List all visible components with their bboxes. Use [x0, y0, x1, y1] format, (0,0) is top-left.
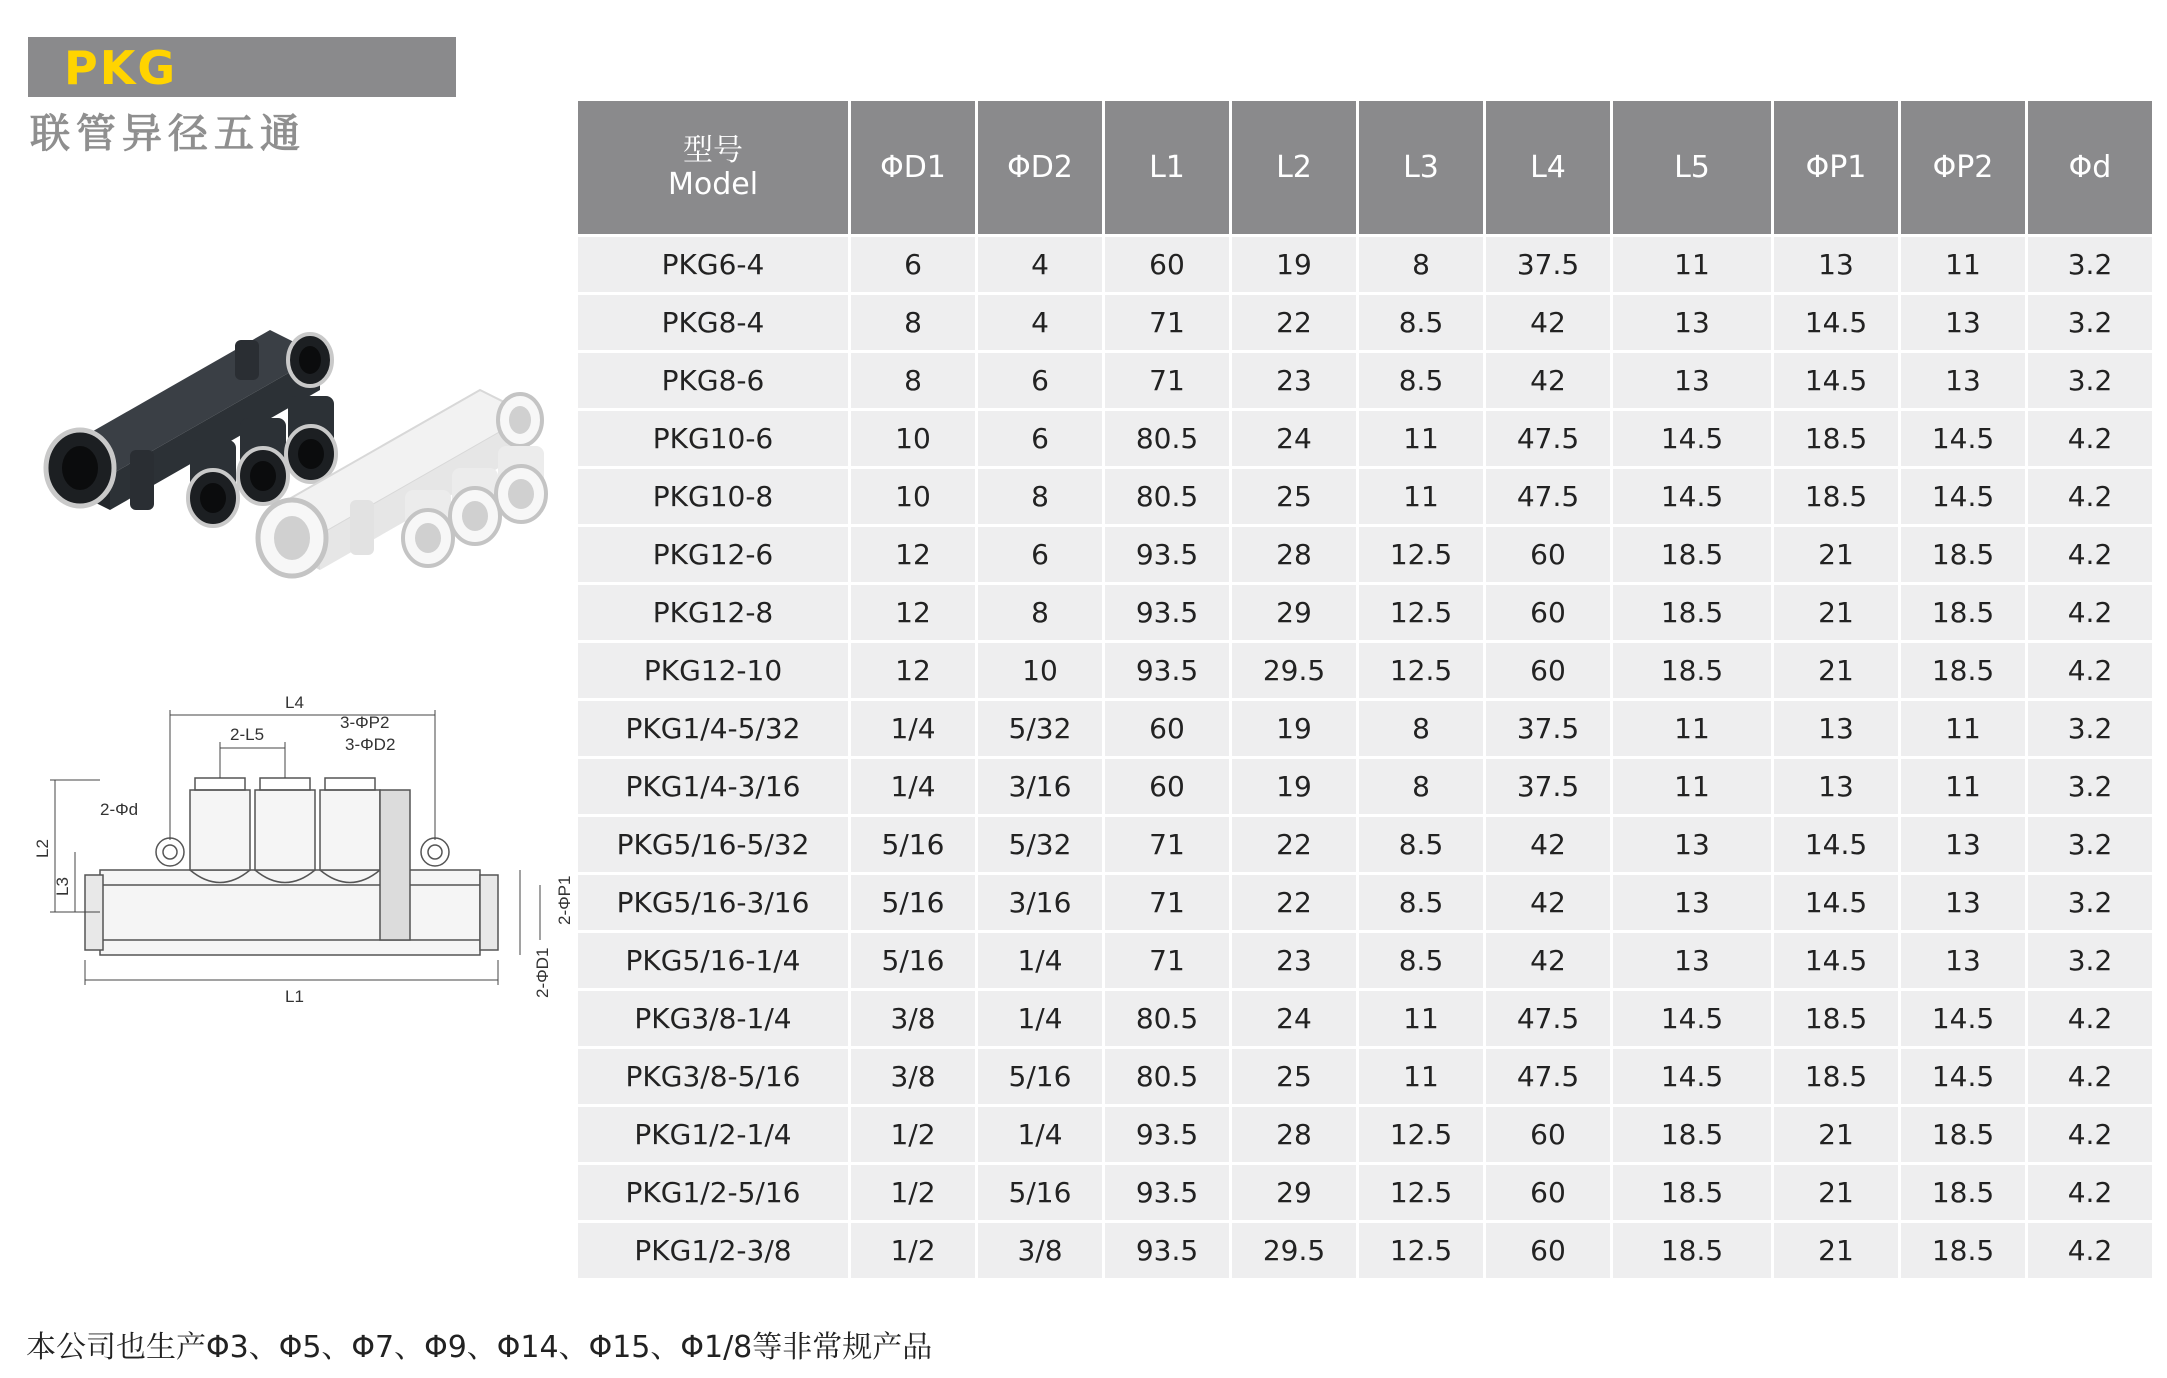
value-cell: 3.2: [2028, 237, 2152, 292]
value-cell: 60: [1105, 701, 1229, 756]
value-cell: 14.5: [1901, 991, 2025, 1046]
value-cell: 14.5: [1613, 411, 1771, 466]
value-cell: 18.5: [1774, 991, 1898, 1046]
value-cell: 8.5: [1359, 817, 1483, 872]
model-cell: PKG3/8-1/4: [578, 991, 848, 1046]
value-cell: 13: [1901, 817, 2025, 872]
value-cell: 22: [1232, 875, 1356, 930]
value-cell: 18.5: [1774, 469, 1898, 524]
model-cell: PKG12-6: [578, 527, 848, 582]
value-cell: 11: [1613, 759, 1771, 814]
table-row: [578, 237, 2152, 292]
value-cell: 13: [1901, 933, 2025, 988]
value-cell: 29.5: [1232, 643, 1356, 698]
label-l4: L4: [285, 693, 304, 712]
value-cell: 13: [1613, 933, 1771, 988]
value-cell: 13: [1774, 701, 1898, 756]
value-cell: 21: [1774, 527, 1898, 582]
model-cell: PKG1/4-3/16: [578, 759, 848, 814]
value-cell: 22: [1232, 295, 1356, 350]
value-cell: 4.2: [2028, 469, 2152, 524]
value-cell: 4.2: [2028, 411, 2152, 466]
value-cell: 21: [1774, 585, 1898, 640]
value-cell: 11: [1613, 701, 1771, 756]
value-cell: 28: [1232, 1107, 1356, 1162]
value-cell: 18.5: [1901, 643, 2025, 698]
value-cell: 3.2: [2028, 759, 2152, 814]
label-p2: 3-ΦP2: [340, 713, 390, 732]
value-cell: 18.5: [1901, 1107, 2025, 1162]
model-cell: PKG12-8: [578, 585, 848, 640]
value-cell: 93.5: [1105, 527, 1229, 582]
value-cell: 3.2: [2028, 875, 2152, 930]
value-cell: 4.2: [2028, 1107, 2152, 1162]
value-cell: 8: [978, 585, 1102, 640]
value-cell: 14.5: [1613, 991, 1771, 1046]
column-header-model: [578, 101, 848, 234]
model-cell: PKG5/16-1/4: [578, 933, 848, 988]
value-cell: 19: [1232, 759, 1356, 814]
column-header: ΦD2: [978, 101, 1102, 234]
value-cell: 60: [1486, 1223, 1610, 1278]
value-cell: 93.5: [1105, 1107, 1229, 1162]
table-row: [578, 643, 2152, 698]
table-row: [578, 585, 2152, 640]
value-cell: 8.5: [1359, 353, 1483, 408]
value-cell: 12.5: [1359, 1107, 1483, 1162]
table-row: [578, 1107, 2152, 1162]
label-p1: 2-ΦP1: [555, 875, 574, 925]
table-row: [578, 991, 2152, 1046]
value-cell: 71: [1105, 933, 1229, 988]
value-cell: 8.5: [1359, 875, 1483, 930]
table-row: [578, 353, 2152, 408]
table-row: [578, 933, 2152, 988]
value-cell: 13: [1901, 353, 2025, 408]
value-cell: 19: [1232, 701, 1356, 756]
value-cell: 3/16: [978, 759, 1102, 814]
value-cell: 18.5: [1901, 1223, 2025, 1278]
product-photo: [20, 310, 560, 590]
table-row: [578, 1223, 2152, 1278]
value-cell: 14.5: [1901, 469, 2025, 524]
value-cell: 21: [1774, 643, 1898, 698]
value-cell: 18.5: [1901, 527, 2025, 582]
value-cell: 18.5: [1774, 1049, 1898, 1104]
value-cell: 5/32: [978, 817, 1102, 872]
value-cell: 12.5: [1359, 527, 1483, 582]
label-l5: 2-L5: [230, 725, 265, 744]
model-cell: PKG8-6: [578, 353, 848, 408]
label-l3: L3: [53, 877, 72, 896]
value-cell: 13: [1613, 875, 1771, 930]
label-d: 2-Φd: [100, 800, 139, 819]
label-l1: L1: [285, 987, 304, 1006]
table-header-row: [578, 101, 2152, 234]
model-cell: PKG1/2-3/8: [578, 1223, 848, 1278]
value-cell: 60: [1105, 759, 1229, 814]
value-cell: 18.5: [1613, 1165, 1771, 1220]
value-cell: 8: [1359, 701, 1483, 756]
value-cell: 18.5: [1613, 1107, 1771, 1162]
value-cell: 12: [851, 585, 975, 640]
value-cell: 3.2: [2028, 817, 2152, 872]
value-cell: 5/16: [851, 875, 975, 930]
value-cell: 29: [1232, 1165, 1356, 1220]
model-cell: PKG5/16-5/32: [578, 817, 848, 872]
column-header-model-cn: 型号: [683, 132, 743, 168]
value-cell: 12.5: [1359, 1223, 1483, 1278]
value-cell: 5/16: [851, 817, 975, 872]
value-cell: 11: [1359, 1049, 1483, 1104]
value-cell: 4: [978, 295, 1102, 350]
value-cell: 47.5: [1486, 411, 1610, 466]
column-header: L4: [1486, 101, 1610, 234]
value-cell: 5/32: [978, 701, 1102, 756]
value-cell: 14.5: [1901, 1049, 2025, 1104]
value-cell: 42: [1486, 353, 1610, 408]
value-cell: 47.5: [1486, 1049, 1610, 1104]
value-cell: 14.5: [1774, 295, 1898, 350]
value-cell: 12: [851, 643, 975, 698]
value-cell: 14.5: [1774, 933, 1898, 988]
value-cell: 42: [1486, 933, 1610, 988]
model-cell: PKG1/4-5/32: [578, 701, 848, 756]
value-cell: 4.2: [2028, 643, 2152, 698]
value-cell: 11: [1901, 237, 2025, 292]
column-header: L3: [1359, 101, 1483, 234]
label-d2: 3-ΦD2: [345, 735, 396, 754]
value-cell: 47.5: [1486, 469, 1610, 524]
table-row: [578, 527, 2152, 582]
value-cell: 14.5: [1774, 817, 1898, 872]
value-cell: 12.5: [1359, 1165, 1483, 1220]
value-cell: 1/4: [978, 1107, 1102, 1162]
value-cell: 25: [1232, 469, 1356, 524]
value-cell: 4.2: [2028, 1049, 2152, 1104]
value-cell: 37.5: [1486, 759, 1610, 814]
value-cell: 8: [978, 469, 1102, 524]
label-l2: L2: [33, 839, 52, 858]
column-header: ΦP1: [1774, 101, 1898, 234]
value-cell: 22: [1232, 817, 1356, 872]
value-cell: 42: [1486, 817, 1610, 872]
value-cell: 1/2: [851, 1107, 975, 1162]
value-cell: 47.5: [1486, 991, 1610, 1046]
value-cell: 23: [1232, 933, 1356, 988]
value-cell: 11: [1359, 411, 1483, 466]
model-cell: PKG10-6: [578, 411, 848, 466]
value-cell: 11: [1901, 701, 2025, 756]
value-cell: 18.5: [1613, 527, 1771, 582]
table-row: [578, 295, 2152, 350]
model-cell: PKG12-10: [578, 643, 848, 698]
value-cell: 23: [1232, 353, 1356, 408]
value-cell: 8.5: [1359, 933, 1483, 988]
dimension-drawing: [33, 680, 574, 1010]
column-header: L2: [1232, 101, 1356, 234]
value-cell: 1/2: [851, 1223, 975, 1278]
model-cell: PKG3/8-5/16: [578, 1049, 848, 1104]
column-header: ΦP2: [1901, 101, 2025, 234]
value-cell: 4.2: [2028, 585, 2152, 640]
model-cell: PKG6-4: [578, 237, 848, 292]
value-cell: 3/16: [978, 875, 1102, 930]
table-row: [578, 701, 2152, 756]
value-cell: 11: [1359, 469, 1483, 524]
value-cell: 14.5: [1613, 1049, 1771, 1104]
value-cell: 1/4: [978, 933, 1102, 988]
value-cell: 71: [1105, 353, 1229, 408]
value-cell: 3.2: [2028, 933, 2152, 988]
value-cell: 11: [1359, 991, 1483, 1046]
table-row: [578, 1049, 2152, 1104]
value-cell: 60: [1486, 527, 1610, 582]
value-cell: 12.5: [1359, 643, 1483, 698]
value-cell: 1/4: [978, 991, 1102, 1046]
value-cell: 3/8: [978, 1223, 1102, 1278]
value-cell: 37.5: [1486, 237, 1610, 292]
value-cell: 3.2: [2028, 353, 2152, 408]
value-cell: 6: [851, 237, 975, 292]
value-cell: 1/4: [851, 701, 975, 756]
value-cell: 6: [978, 527, 1102, 582]
value-cell: 3.2: [2028, 701, 2152, 756]
value-cell: 10: [978, 643, 1102, 698]
value-cell: 4.2: [2028, 527, 2152, 582]
value-cell: 71: [1105, 295, 1229, 350]
value-cell: 37.5: [1486, 701, 1610, 756]
value-cell: 13: [1613, 353, 1771, 408]
value-cell: 8: [851, 295, 975, 350]
value-cell: 80.5: [1105, 1049, 1229, 1104]
value-cell: 8: [1359, 759, 1483, 814]
value-cell: 13: [1774, 237, 1898, 292]
value-cell: 21: [1774, 1107, 1898, 1162]
value-cell: 3/8: [851, 1049, 975, 1104]
value-cell: 5/16: [851, 933, 975, 988]
table-row: [578, 1165, 2152, 1220]
column-header: Φd: [2028, 101, 2152, 234]
value-cell: 21: [1774, 1165, 1898, 1220]
label-d1: 2-ΦD1: [533, 947, 552, 998]
value-cell: 29.5: [1232, 1223, 1356, 1278]
value-cell: 29: [1232, 585, 1356, 640]
footer-note: 本公司也生产Φ3、Φ5、Φ7、Φ9、Φ14、Φ15、Φ1/8等非常规产品: [26, 1330, 933, 1365]
model-cell: PKG1/2-1/4: [578, 1107, 848, 1162]
table-body: [578, 237, 2152, 1278]
table-row: [578, 875, 2152, 930]
table-row: [578, 469, 2152, 524]
value-cell: 60: [1486, 1165, 1610, 1220]
value-cell: 4: [978, 237, 1102, 292]
value-cell: 18.5: [1613, 643, 1771, 698]
value-cell: 60: [1105, 237, 1229, 292]
value-cell: 80.5: [1105, 991, 1229, 1046]
table-row: [578, 411, 2152, 466]
table-row: [578, 817, 2152, 872]
value-cell: 24: [1232, 411, 1356, 466]
value-cell: 19: [1232, 237, 1356, 292]
value-cell: 42: [1486, 875, 1610, 930]
model-cell: PKG10-8: [578, 469, 848, 524]
value-cell: 25: [1232, 1049, 1356, 1104]
value-cell: 4.2: [2028, 1165, 2152, 1220]
value-cell: 60: [1486, 585, 1610, 640]
value-cell: 18.5: [1901, 1165, 2025, 1220]
value-cell: 80.5: [1105, 411, 1229, 466]
value-cell: 8: [851, 353, 975, 408]
value-cell: 6: [978, 411, 1102, 466]
model-cell: PKG1/2-5/16: [578, 1165, 848, 1220]
value-cell: 60: [1486, 1107, 1610, 1162]
value-cell: 4.2: [2028, 991, 2152, 1046]
model-cell: PKG8-4: [578, 295, 848, 350]
value-cell: 13: [1901, 875, 2025, 930]
value-cell: 13: [1901, 295, 2025, 350]
value-cell: 18.5: [1901, 585, 2025, 640]
value-cell: 10: [851, 411, 975, 466]
product-code: PKG: [64, 41, 178, 95]
value-cell: 5/16: [978, 1165, 1102, 1220]
value-cell: 18.5: [1613, 585, 1771, 640]
value-cell: 8.5: [1359, 295, 1483, 350]
value-cell: 13: [1613, 817, 1771, 872]
value-cell: 10: [851, 469, 975, 524]
value-cell: 14.5: [1774, 875, 1898, 930]
value-cell: 1/2: [851, 1165, 975, 1220]
value-cell: 93.5: [1105, 1165, 1229, 1220]
value-cell: 8: [1359, 237, 1483, 292]
column-header: L5: [1613, 101, 1771, 234]
product-subtitle: 联管异径五通: [30, 111, 306, 157]
value-cell: 1/4: [851, 759, 975, 814]
value-cell: 3/8: [851, 991, 975, 1046]
column-header-model-en: Model: [667, 166, 759, 202]
value-cell: 13: [1613, 295, 1771, 350]
value-cell: 14.5: [1901, 411, 2025, 466]
value-cell: 13: [1774, 759, 1898, 814]
model-cell: PKG5/16-3/16: [578, 875, 848, 930]
value-cell: 71: [1105, 817, 1229, 872]
value-cell: 60: [1486, 643, 1610, 698]
value-cell: 12: [851, 527, 975, 582]
table-row: [578, 759, 2152, 814]
value-cell: 12.5: [1359, 585, 1483, 640]
spec-table: [575, 98, 2155, 1281]
value-cell: 28: [1232, 527, 1356, 582]
value-cell: 42: [1486, 295, 1610, 350]
value-cell: 11: [1901, 759, 2025, 814]
value-cell: 4.2: [2028, 1223, 2152, 1278]
value-cell: 80.5: [1105, 469, 1229, 524]
value-cell: 93.5: [1105, 643, 1229, 698]
value-cell: 14.5: [1774, 353, 1898, 408]
value-cell: 93.5: [1105, 1223, 1229, 1278]
value-cell: 21: [1774, 1223, 1898, 1278]
value-cell: 71: [1105, 875, 1229, 930]
value-cell: 3.2: [2028, 295, 2152, 350]
column-header: L1: [1105, 101, 1229, 234]
value-cell: 24: [1232, 991, 1356, 1046]
column-header: ΦD1: [851, 101, 975, 234]
value-cell: 18.5: [1774, 411, 1898, 466]
value-cell: 11: [1613, 237, 1771, 292]
value-cell: 6: [978, 353, 1102, 408]
value-cell: 14.5: [1613, 469, 1771, 524]
value-cell: 93.5: [1105, 585, 1229, 640]
value-cell: 5/16: [978, 1049, 1102, 1104]
value-cell: 18.5: [1613, 1223, 1771, 1278]
